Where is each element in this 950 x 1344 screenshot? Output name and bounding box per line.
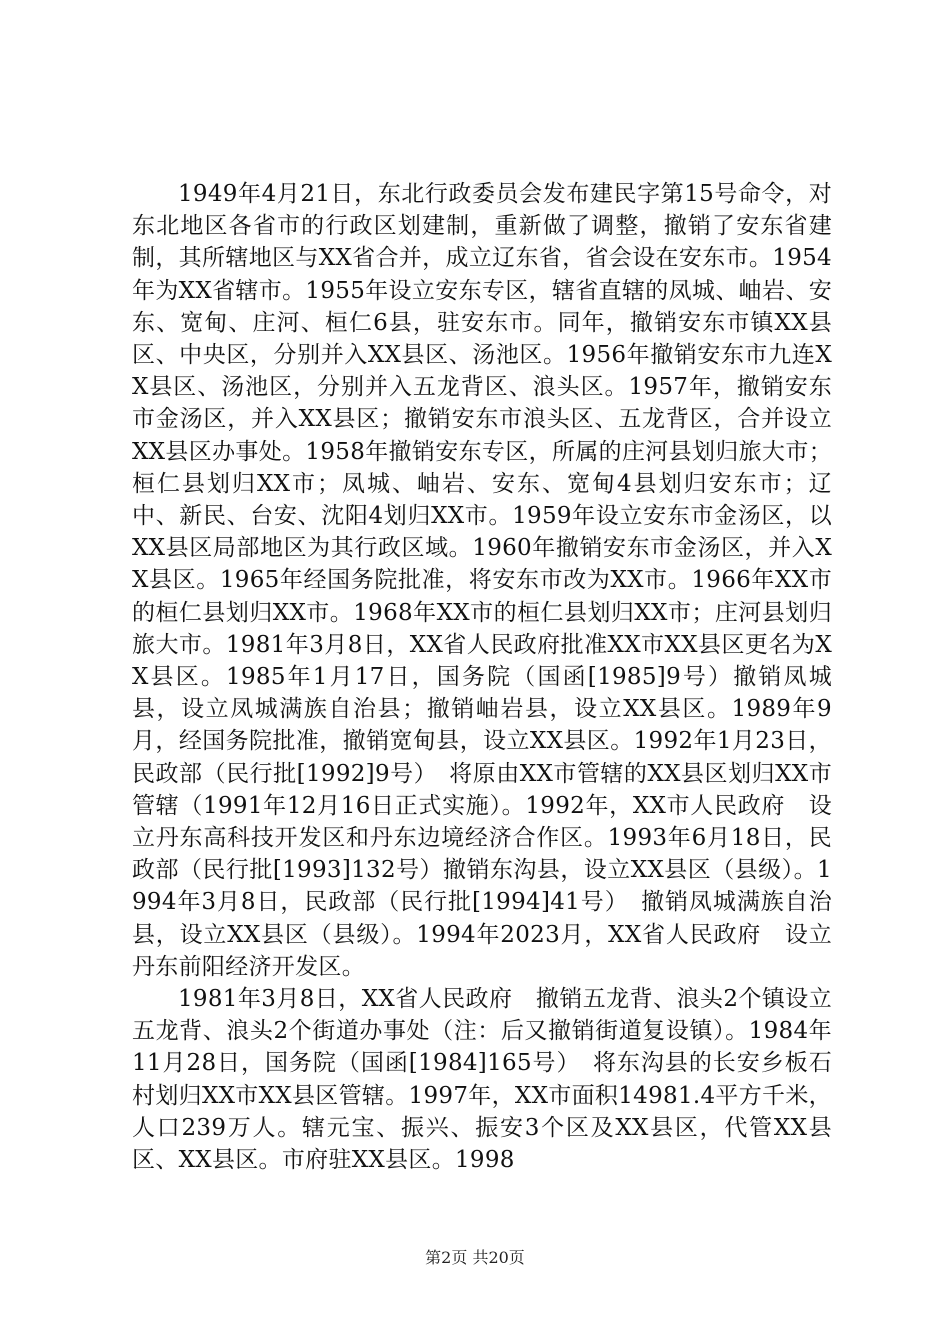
document-body (132, 178, 832, 1176)
page-footer: 第2页 共20页 (425, 1248, 525, 1267)
paragraph-history-1: 1949年4月21日，东北行政委员会发布建民字第15号命令，对东北地区各省市的行政区划建制，重新做了调整，撤销了安东省建制，其所辖地区与XX省合并，成立辽东省，省会设在安东市。1954年为XX省辖市。1955年设立安东专区，辖省直辖的凤城、岫岩、安东、宽甸、庄河、桓仁6县，驻安东市。同年，撤销安东市镇XX县区、中央区，分别并入XX县区、汤池区。1956年撤销安东市九连XX县区、汤池区，分别并入五龙背区、浪头区。1957年，撤销安东市金汤区，并入XX县区；撤销安东市浪头区、五龙背区，合并设立XX县区办事处。1958年撤销安东专区，所属的庄河县划归旅大市；桓仁县划归XX市；凤城、岫岩、安东、宽甸4县划归安东市；辽中、新民、台安、沈阳4划归XX市。1959年设立安东市金汤区，以XX县区局部地区为其行政区域。1960年撤销安东市金汤区，并入XX县区。1965年经国务院批准，将安东市改为XX市。1966年XX市的桓仁县划归XX市。1968年XX市的桓仁县划归XX市；庄河县划归旅大市。1981年3月8日，XX省人民政府批准XX市XX县区更名为XX县区。1985年1月17日，国务院（国函[1985]9号）撤销凤城县，设立凤城满族自治县；撤销岫岩县，设立XX县区。1989年9月，经国务院批准，撤销宽甸县，设立XX县区。1992年1月23日，民政部（民行批[1992]9号） 将原由XX市管辖的XX县区划归XX市管辖（1991年12月16日正式实施）。1992年，XX市人民政府 设立丹东高科技开发区和丹东边境经济合作区。1993年6月18日，民政部（民行批[1993]132号）撤销东沟县，设立XX县区（县级）。1994年3月8日，民政部（民行批[1994]41号） 撤销凤城满族自治县，设立XX县区（县级）。1994年2023月，XX省人民政府 设立丹东前阳经济开发区。 (132, 181, 832, 980)
paragraph-history-2: 1981年3月8日，XX省人民政府 撤销五龙背、浪头2个镇设立五龙背、浪头2个街道办事处（注：后又撤销街道复设镇）。1984年11月28日，国务院（国函[1984]165号） 将东沟县的长安乡板石村划归XX市XX县区管辖。1997年，XX市面积14981.4平方千米，人口239万人。辖元宝、振兴、振安3个区及XX县区，代管XX县区、XX县区。市府驻XX县区。1998 (132, 986, 832, 1174)
